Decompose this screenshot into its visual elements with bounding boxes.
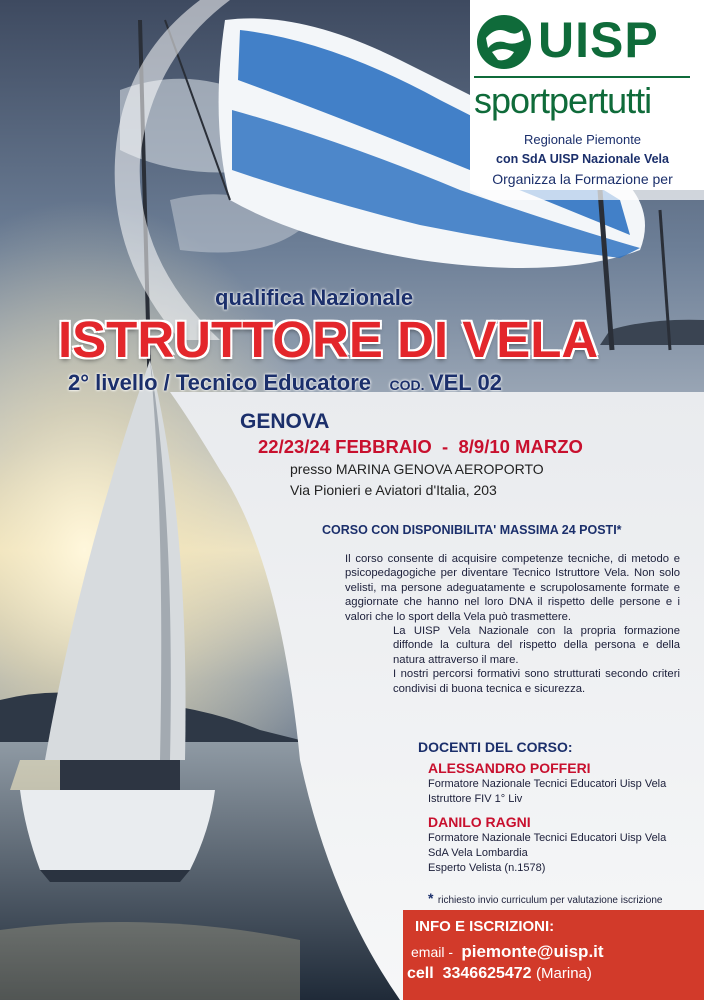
teacher-2 [428,814,698,876]
qualifica-subtitle: qualifica Nazionale [215,285,414,310]
info-heading: INFO E ISCRIZIONI: [415,918,555,935]
teacher-2-role-1: Formatore Nazionale Tecnici Educatori Uisp Vela [428,832,667,844]
info-box [403,910,704,1000]
event-dates: 22/23/24 FEBBRAIO - 8/9/10 MARZO [258,436,583,457]
course-description [345,552,680,696]
uisp-globe-icon [474,12,534,72]
sportpertutti-tagline: sportpertutti [474,80,652,121]
city: GENOVA [240,410,330,433]
description-p1: Il corso consente di acquisire competenze tecniche, di metodo e psicopedagogiche per diventare Tecnico Istruttore Vela. Non solo velisti, ma persone adeguatamente e scrupolosamente formate e aggiornate che hanno nel loro DNA il rispetto delle persone e i valori che lo sport della Vela può trasmettere. [345,553,680,623]
availability: CORSO CON DISPONIBILITA' MASSIMA 24 POSTI* [322,523,622,537]
region-text: Regionale Piemonte [523,132,642,147]
footnote-text: richiesto invio curriculum per valutazione iscrizione [437,895,663,906]
email-link[interactable]: piemonte@uisp.it [461,942,604,961]
partner-label: con SdA UISP Nazionale Vela [496,152,669,166]
teacher-2-role-2: SdA Vela Lombardia [428,847,528,859]
venue: presso MARINA GENOVA AEROPORTO [290,461,544,477]
uisp-brand-text: UISP [538,12,659,68]
code-value: VEL 02 [428,370,502,395]
phone-label: cell [407,965,439,982]
uisp-logo-block [470,8,695,193]
phone-line[interactable] [407,965,592,983]
level-line [68,370,502,396]
partner-text [470,152,695,166]
phone-contact: (Marina) [536,965,592,982]
description-p3: I nostri percorsi formativi sono strutturati secondo criteri condivisi di buona tecnica e sicurezza. [393,668,680,695]
email-line[interactable] [411,942,604,962]
description-p2: La UISP Vela Nazionale con la propria formazione diffonde la cultura del rispetto della persona e della natura attraverso il mare. [393,625,680,666]
teacher-1-role-2: Istruttore FIV 1° Liv [428,793,523,805]
level-text: 2° livello / Tecnico Educatore [68,370,372,395]
footnote [428,890,662,908]
teacher-2-name: DANILO RAGNI [428,814,531,830]
teacher-2-role-3: Esperto Velista (n.1578) [428,862,546,874]
code-label: COD. [389,377,425,393]
footnote-mark: * [428,890,434,906]
address: Via Pionieri e Aviatori d'Italia, 203 [290,482,497,498]
teacher-1 [428,760,698,807]
teachers-heading: DOCENTI DEL CORSO: [418,739,573,755]
phone-number[interactable]: 3346625472 [442,965,532,982]
email-label: email - [411,944,457,960]
logo-divider [474,76,690,78]
teacher-1-name: ALESSANDRO POFFERI [428,760,591,776]
organizes-text: Organizza la Formazione per [492,171,673,187]
teacher-1-role-1: Formatore Nazionale Tecnici Educatori Uisp Vela [428,778,667,790]
main-title: ISTRUTTORE DI VELA [58,311,599,368]
